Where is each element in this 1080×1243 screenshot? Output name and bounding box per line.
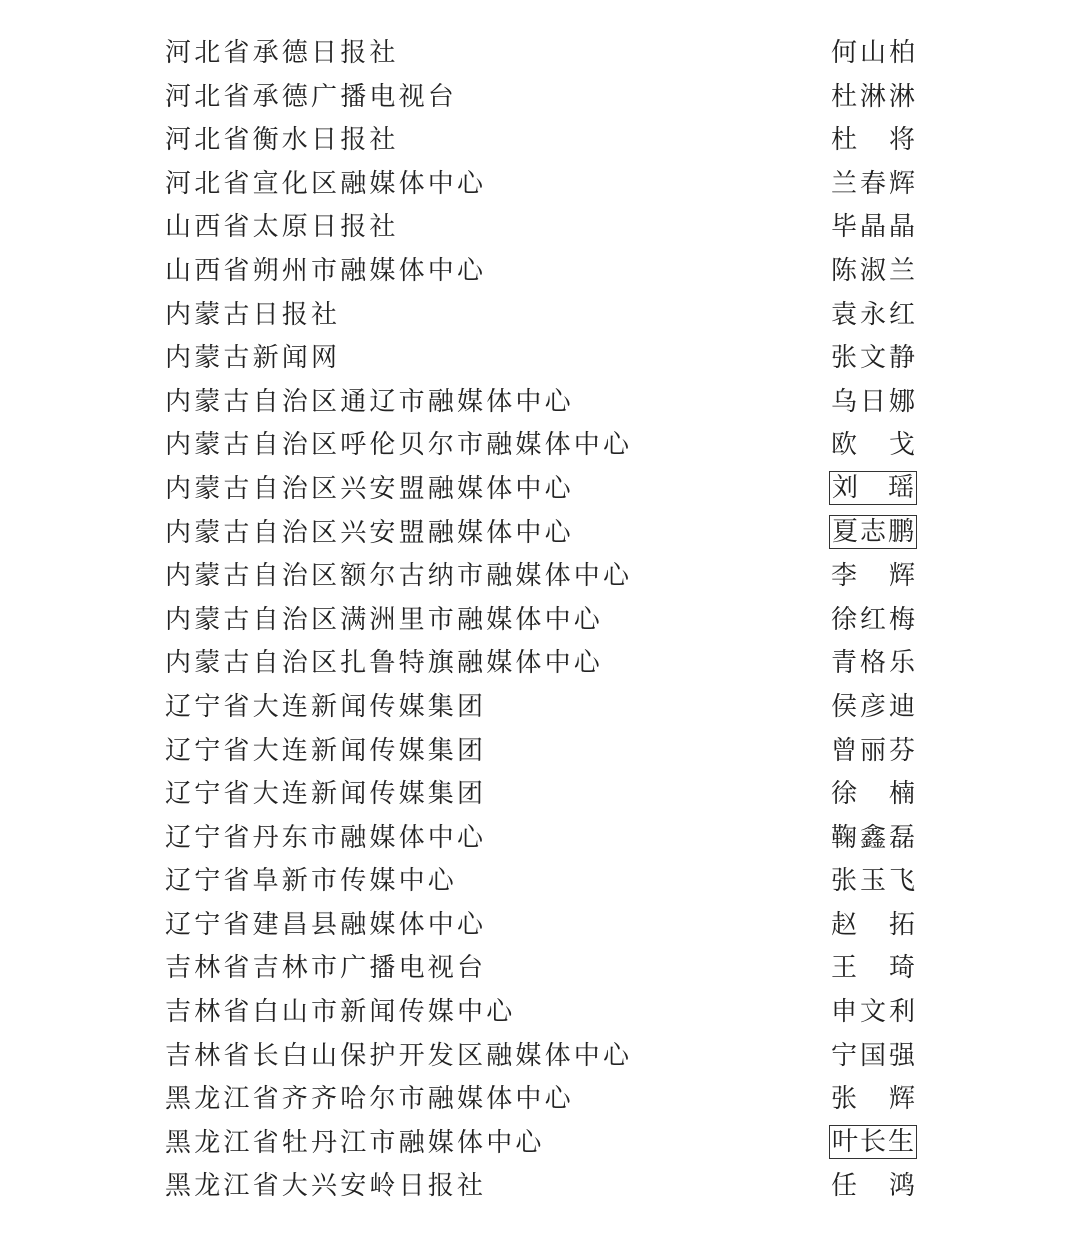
organization-name: 内蒙古自治区扎鲁特旗融媒体中心 (165, 648, 604, 679)
list-item (0, 555, 1080, 599)
list-item (0, 119, 1080, 163)
organization-name: 内蒙古自治区兴安盟融媒体中心 (165, 473, 574, 504)
person-name: 袁 永 红 (831, 299, 915, 330)
person-name: 徐 楠 (831, 779, 915, 810)
organization-name: 辽宁省阜新市传媒中心 (165, 866, 458, 897)
list-item (0, 1165, 1080, 1209)
organization-name: 山西省朔州市融媒体中心 (165, 255, 487, 286)
person-name: 张 玉 飞 (831, 866, 915, 897)
list-item (0, 947, 1080, 991)
list-item (0, 904, 1080, 948)
person-name: 王 琦 (831, 953, 915, 984)
person-name: 鞠 鑫 磊 (831, 822, 915, 853)
list-item (0, 163, 1080, 207)
list-item (0, 337, 1080, 381)
organization-name: 内蒙古自治区兴安盟融媒体中心 (165, 517, 574, 548)
person-name: 张 辉 (831, 1084, 915, 1115)
list-item (0, 381, 1080, 425)
list-item (0, 860, 1080, 904)
person-name: 张 文 静 (831, 343, 915, 374)
organization-name: 山西省太原日报社 (165, 212, 399, 243)
organization-name: 黑龙江省齐齐哈尔市融媒体中心 (165, 1084, 574, 1115)
person-name: 何 山 柏 (831, 38, 915, 68)
person-name: 徐 红 梅 (831, 604, 915, 635)
organization-name: 内蒙古自治区呼伦贝尔市融媒体中心 (165, 430, 633, 461)
list-item (0, 1122, 1080, 1166)
list-item (0, 250, 1080, 294)
organization-name: 河北省宣化区融媒体中心 (165, 168, 487, 199)
organization-name: 辽宁省大连新闻传媒集团 (165, 691, 487, 722)
person-name: 申 文 利 (831, 997, 915, 1028)
person-name: 任 鸿 (831, 1171, 915, 1202)
person-name-boxed: 刘 瑶 (829, 471, 917, 505)
organization-name: 内蒙古自治区通辽市融媒体中心 (165, 386, 574, 417)
organization-name: 黑龙江省大兴安岭日报社 (165, 1171, 487, 1202)
person-name: 杜 淋 淋 (831, 81, 915, 112)
organization-name: 河北省衡水日报社 (165, 125, 399, 156)
person-name: 李 辉 (831, 561, 915, 592)
list-item (0, 730, 1080, 774)
person-name: 赵 拓 (831, 909, 915, 940)
list-item (0, 206, 1080, 250)
person-name: 乌 日 娜 (831, 386, 915, 417)
organization-name: 辽宁省建昌县融媒体中心 (165, 909, 487, 940)
organization-name: 内蒙古自治区额尔古纳市融媒体中心 (165, 561, 633, 592)
organization-name: 吉林省白山市新闻传媒中心 (165, 997, 516, 1028)
organization-name: 辽宁省大连新闻传媒集团 (165, 735, 487, 766)
organization-name: 内蒙古自治区满洲里市融媒体中心 (165, 604, 604, 635)
organization-name: 辽宁省大连新闻传媒集团 (165, 779, 487, 810)
organization-name: 内蒙古日报社 (165, 299, 341, 330)
person-name-boxed: 叶 长 生 (829, 1125, 917, 1159)
organization-name: 黑龙江省牡丹江市融媒体中心 (165, 1127, 545, 1158)
list-item (0, 642, 1080, 686)
list-item (0, 468, 1080, 512)
person-name: 宁 国 强 (831, 1040, 915, 1071)
list-item (0, 991, 1080, 1035)
list-item (0, 773, 1080, 817)
person-name-boxed: 夏 志 鹏 (829, 515, 917, 549)
person-name: 曾 丽 芬 (831, 735, 915, 766)
list-item (0, 599, 1080, 643)
organization-name: 河北省承德日报社 (165, 38, 399, 68)
person-name: 陈 淑 兰 (831, 255, 915, 286)
organization-name: 内蒙古新闻网 (165, 343, 341, 374)
person-name: 毕 晶 晶 (831, 212, 915, 243)
organization-name: 河北省承德广播电视台 (165, 81, 458, 112)
list-item (0, 294, 1080, 338)
recipient-list (0, 32, 1080, 1209)
person-name: 欧 戈 (831, 430, 915, 461)
list-item (0, 1035, 1080, 1079)
list-item (0, 817, 1080, 861)
list-item (0, 76, 1080, 120)
person-name: 青 格 乐 (831, 648, 915, 679)
list-item (0, 424, 1080, 468)
organization-name: 吉林省长白山保护开发区融媒体中心 (165, 1040, 633, 1071)
list-item (0, 686, 1080, 730)
list-item (0, 1078, 1080, 1122)
organization-name: 辽宁省丹东市融媒体中心 (165, 822, 487, 853)
person-name: 杜 将 (831, 125, 915, 156)
list-item (0, 32, 1080, 76)
person-name: 兰 春 辉 (831, 168, 915, 199)
person-name: 侯 彦 迪 (831, 691, 915, 722)
list-item (0, 512, 1080, 556)
organization-name: 吉林省吉林市广播电视台 (165, 953, 487, 984)
